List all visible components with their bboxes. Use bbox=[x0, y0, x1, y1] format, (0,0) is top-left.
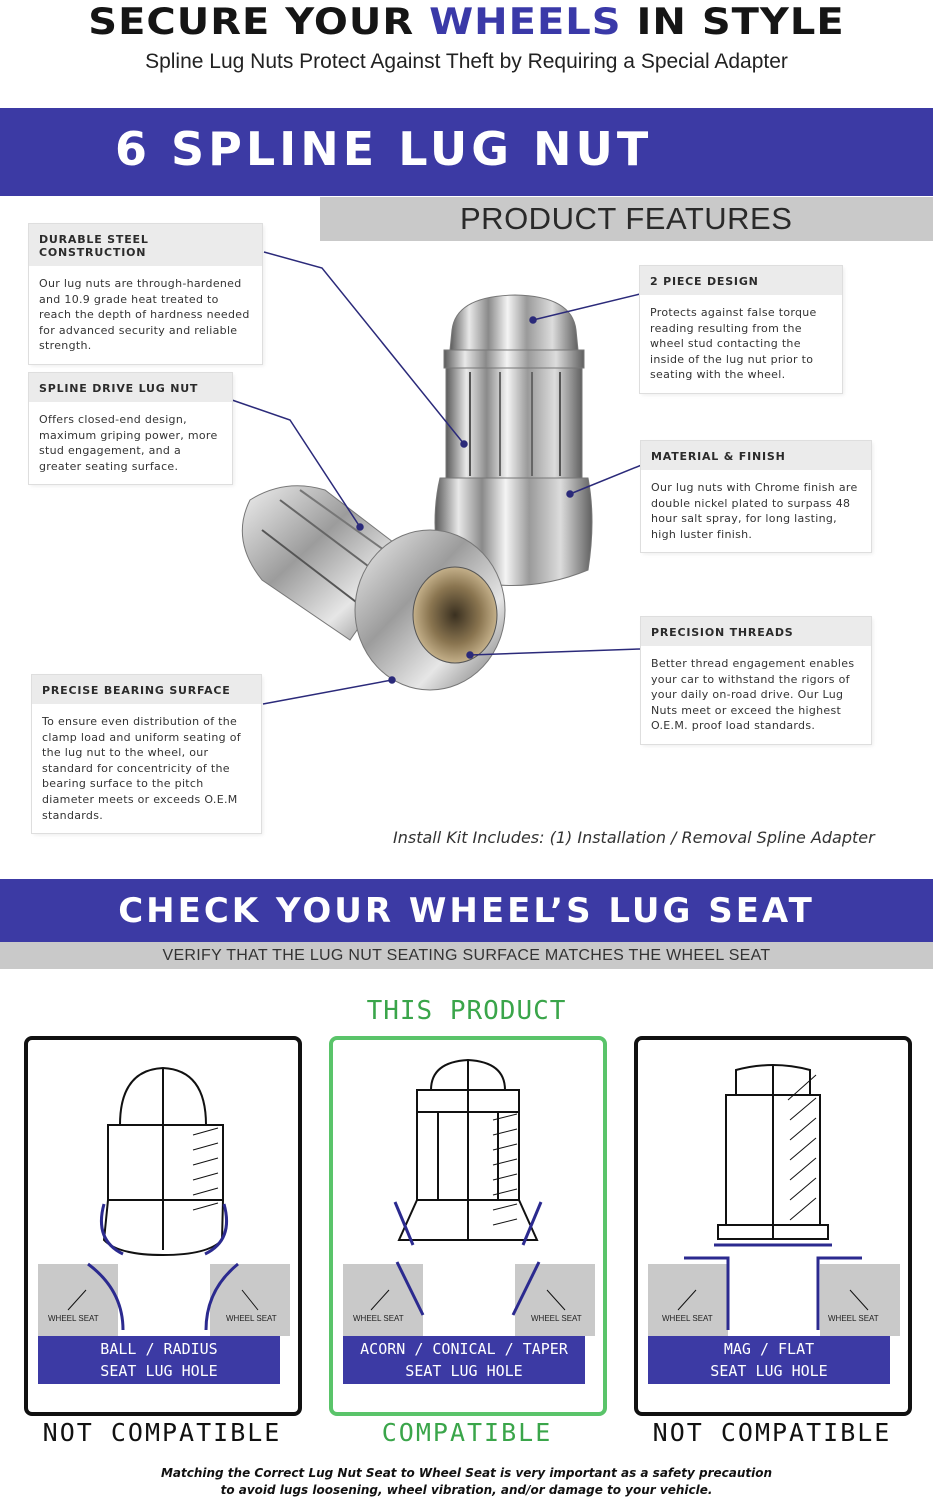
feature-card-precision-threads bbox=[641, 617, 871, 744]
this-product-label: THIS PRODUCT bbox=[366, 996, 567, 1026]
install-kit-note: Install Kit Includes: (1) Installation / Removal Spline Adapter bbox=[393, 828, 875, 847]
verify-bar bbox=[0, 942, 933, 969]
wheel-seat-label: WHEEL SEAT bbox=[48, 1314, 99, 1323]
feature-card-material-finish bbox=[641, 441, 871, 552]
wheel-seat-label: WHEEL SEAT bbox=[226, 1314, 277, 1323]
features-heading: PRODUCT FEATURES bbox=[460, 201, 793, 236]
seat-panel-acorn-conical bbox=[329, 1036, 607, 1416]
footnote-line1: Matching the Correct Lug Nut Seat to Wheel Seat is very important as a safety precaution bbox=[160, 1466, 773, 1480]
seat-type-line2: SEAT LUG HOLE bbox=[405, 1362, 523, 1380]
seat-panel-mag-flat bbox=[634, 1036, 912, 1416]
feature-card-2-piece bbox=[640, 266, 842, 393]
seat-type-line2: SEAT LUG HOLE bbox=[710, 1362, 828, 1380]
headline-accent: WHEELS bbox=[429, 0, 622, 44]
headline-part1: SECURE YOUR bbox=[88, 0, 430, 44]
seat-type-label bbox=[38, 1336, 280, 1384]
safety-footnote bbox=[0, 1465, 933, 1499]
feature-body: Protects against false torque reading resulting from the wheel stud contacting the inside of the lug nut prior to seating with the wheel. bbox=[650, 306, 817, 382]
product-title: 6 SPLINE LUG NUT bbox=[115, 122, 653, 176]
seat-type-line1: MAG / FLAT bbox=[723, 1340, 815, 1358]
seat-type-line2: SEAT LUG HOLE bbox=[100, 1362, 218, 1380]
feature-body: Our lug nuts with Chrome finish are double nickel plated to surpass 48 hour salt spray, for long lasting, high luster finish. bbox=[651, 481, 858, 541]
verify-text: VERIFY THAT THE LUG NUT SEATING SURFACE MATCHES THE WHEEL SEAT bbox=[162, 947, 771, 964]
feature-title: 2 PIECE DESIGN bbox=[640, 266, 842, 295]
feature-card-durable-steel bbox=[29, 224, 262, 364]
seat-type-line1: ACORN / CONICAL / TAPER bbox=[360, 1340, 568, 1358]
compatibility-status: NOT COMPATIBLE bbox=[652, 1418, 892, 1447]
compatibility-status: NOT COMPATIBLE bbox=[42, 1418, 282, 1447]
feature-body: To ensure even distribution of the clamp load and uniform seating of the lug nut to the wheel, our standard for concentricity of the bearing surface to the pitch diameter meets or exceeds O.E.M standards. bbox=[42, 715, 241, 822]
feature-body: Our lug nuts are through-hardened and 10.9 grade heat treated to reach the depth of hardness needed for advanced security and reliable strength. bbox=[39, 277, 250, 353]
seat-type-label bbox=[648, 1336, 890, 1384]
wheel-seat-label: WHEEL SEAT bbox=[662, 1314, 713, 1323]
wheel-seat-label: WHEEL SEAT bbox=[828, 1314, 879, 1323]
seat-type-label bbox=[343, 1336, 585, 1384]
feature-card-spline-drive bbox=[29, 373, 232, 484]
feature-title: DURABLE STEEL CONSTRUCTION bbox=[29, 224, 262, 266]
feature-title: PRECISE BEARING SURFACE bbox=[32, 675, 261, 704]
seat-type-line1: BALL / RADIUS bbox=[100, 1340, 218, 1358]
feature-card-bearing-surface bbox=[32, 675, 261, 833]
compatibility-status: COMPATIBLE bbox=[381, 1418, 553, 1447]
seat-title-band bbox=[0, 879, 933, 942]
feature-title: SPLINE DRIVE LUG NUT bbox=[29, 373, 232, 402]
footnote-line2: to avoid lugs loosening, wheel vibration, and/or damage to your vehicle. bbox=[220, 1483, 713, 1497]
seat-section-title: CHECK YOUR WHEEL’S LUG SEAT bbox=[118, 891, 815, 931]
subheadline: Spline Lug Nuts Protect Against Theft by Requiring a Special Adapter bbox=[145, 50, 788, 73]
feature-title: MATERIAL & FINISH bbox=[641, 441, 871, 470]
feature-title: PRECISION THREADS bbox=[641, 617, 871, 646]
headline-part2: IN STYLE bbox=[621, 0, 845, 44]
feature-body: Better thread engagement enables your car to withstand the rigors of your daily on-road drive. Our Lug Nuts meet or exceed the highest O.E.M. proof load standards. bbox=[651, 657, 855, 733]
wheel-seat-label: WHEEL SEAT bbox=[531, 1314, 582, 1323]
wheel-seat-label: WHEEL SEAT bbox=[353, 1314, 404, 1323]
seat-panel-ball-radius bbox=[24, 1036, 302, 1416]
feature-body: Offers closed-end design, maximum griping power, more stud engagement, and a greater seating surface. bbox=[39, 413, 218, 473]
